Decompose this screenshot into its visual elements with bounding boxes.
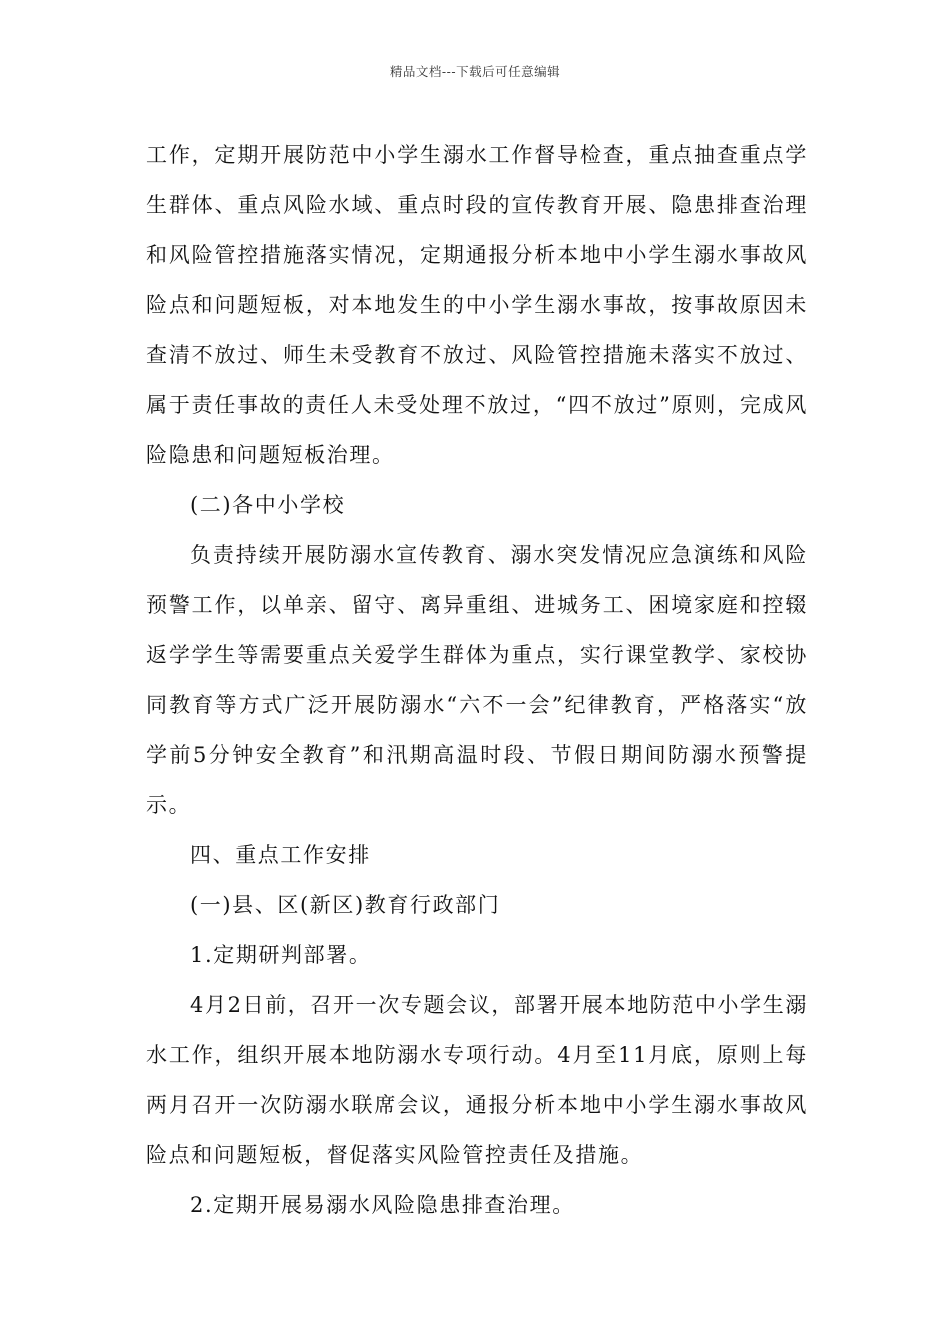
section-heading-key-work: 四、重点工作安排 <box>190 843 371 867</box>
page-header: 精品文档---下载后可任意编辑 <box>389 64 561 79</box>
paragraph-continued-work: 工作，定期开展防范中小学生溺水工作督导检查，重点抽查重点学生群体、重点风险水域、重点时段的宣传教育开展、隐患排查治理和风险管控措施落实情况，定期通报分析本地中小学生溺水事故风险点和问题短板，对本地发生的中小学生溺水事故，按事故原因未查清不放过、师生未受教育不放过、风险管控措施未落实不放过、属于责任事故的责任人未受处理不放过，“四不放过”原则，完成风险隐患和问题短板治理。 <box>146 143 808 467</box>
item-heading-regular-deployment: 1.定期研判部署。 <box>190 943 372 967</box>
paragraph-schools-duties: 负责持续开展防溺水宣传教育、溺水突发情况应急演练和风险预警工作，以单亲、留守、离异重组、进城务工、困境家庭和控辍返学学生等需要重点关爱学生群体为重点，实行课堂教学、家校协同教育等方式广泛开展防溺水“六不一会”纪律教育，严格落实“放学前5分钟安全教育”和汛期高温时段、节假日期间防溺水预警提示。 <box>146 543 808 817</box>
section-heading-schools: (二)各中小学校 <box>190 493 346 517</box>
subsection-heading-education-departments: (一)县、区(新区)教育行政部门 <box>190 893 501 917</box>
paragraph-deployment-details: 4月2日前，召开一次专题会议，部署开展本地防范中小学生溺水工作，组织开展本地防溺水专项行动。4月至11月底，原则上每两月召开一次防溺水联席会议，通报分析本地中小学生溺水事故风险点和问题短板，督促落实风险管控责任及措施。 <box>146 993 808 1167</box>
document-body <box>146 130 808 1230</box>
item-heading-hazard-inspection: 2.定期开展易溺水风险隐患排查治理。 <box>190 1193 575 1217</box>
